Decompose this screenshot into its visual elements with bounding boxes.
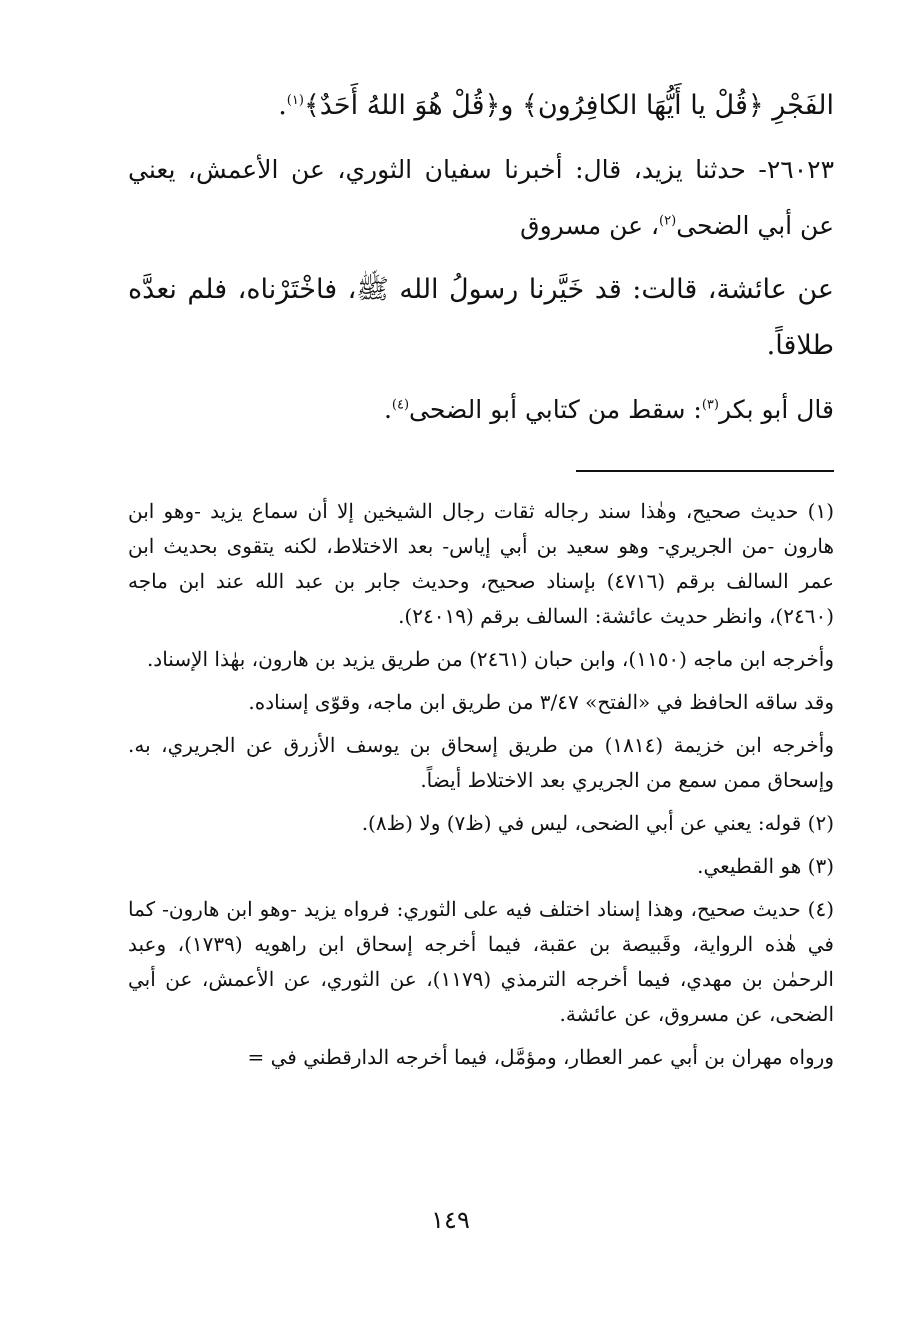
footnote-1-ibn-khuzaymah: وأخرجه ابن خزيمة (١٨١٤) من طريق إسحاق بن يوسف الأزرق عن الجريري، به. وإسحاق ممن سمع من الجريري بعد الاختلاط أيضاً. [128, 733, 834, 792]
hadith-matn: عن عائشة، قالت: قد خَيَّرنا رسولُ الله ﷺ، فاخْتَرْناه، فلم نعدَّه طلاقاً. [128, 274, 834, 361]
footnote-ref-3: (٣) [701, 397, 719, 413]
comment-end: . [383, 395, 392, 424]
page-number: ١٤٩ [431, 1206, 470, 1234]
footnote-2: (٢) قوله: يعني عن أبي الضحى، ليس في (ظ٧) ولا (ظ٨). [361, 811, 834, 835]
isnad-tail: ، عن مسروق [520, 211, 660, 240]
main-text [128, 78, 834, 438]
footnote-ref-2: (٢) [659, 213, 677, 229]
footnote-4: (٤) حديث صحيح، وهذا إسناد اختلف فيه على الثوري: فرواه يزيد -وهو ابن هارون- كما في هٰذه الرواية، وقَبيصة بن عقبة، فيما أخرجه إسحاق ابن راهويه (١٧٣٩)، وعبد الرحمٰن بن مهدي، فيما أخرجه الترمذي (١١٧٩)، عن الثوري، عن الأعمش، عن أبي الضحى، عن مسروق، عن عائشة. [128, 897, 835, 1026]
footnote-1-ibn-majah: وأخرجه ابن ماجه (١١٥٠)، وابن حبان (٢٤٦١) من طريق يزيد بن هارون، بهٰذا الإسناد. [146, 647, 834, 671]
page-body [128, 78, 834, 1083]
footnote-separator [576, 470, 834, 472]
hadith-isnad [128, 142, 834, 254]
hadith-number: ٢٦٠٢٣- [758, 155, 834, 184]
isnad-text: حدثنا يزيد، قال: أخبرنا سفيان الثوري، عن الأعمش، يعني عن أبي الضحى [128, 155, 834, 240]
footnote-ref-4: (٤) [391, 397, 410, 413]
footnotes [128, 494, 834, 1075]
footnote-3: (٣) هو القطيعي. [697, 854, 834, 878]
comment-start: قال أبو بكر [718, 395, 834, 424]
footnote-1: (١) حديث صحيح، وهٰذا سند رجاله ثقات رجال الشيخين إلا أن سماع يزيد -وهو ابن هارون -من الجريري- وهو سعيد بن أبي إياس- بعد الاختلاط، لكنه يتقوى بحديث ابن عمر السالف برقم (٤٧١٦) بإسناد صحيح، وحديث جابر بن عبد الله عند ابن ماجه (٢٤٦٠)، وانظر حديث عائشة: السالف برقم (٢٤٠١٩). [128, 499, 834, 628]
footnote-1-fath: وقد ساقه الحافظ في «الفتح» ٣/٤٧ من طريق ابن ماجه، وقوّى إسناده. [248, 690, 834, 714]
footnote-4-continued: ورواه مهران بن أبي عمر العطار، ومؤمَّل، فيما أخرجه الدارقطني في = [247, 1045, 834, 1069]
comment-body: : سقط من كتابي أبو الضحى [409, 395, 702, 424]
author-comment [128, 382, 834, 438]
footnote-ref-1: (١) [286, 93, 304, 108]
verse-line: الفَجْرِ ﴿قُلْ يا أَيُّهَا الكافِرُون﴾ و﴿قُلْ هُوَ اللهُ أَحَدٌ﴾$^{(١)}$. [278, 90, 834, 121]
verse-text: الفَجْرِ ﴿قُلْ يا أَيُّهَا الكافِرُون﴾ و﴿قُلْ هُوَ اللهُ أَحَدٌ﴾ [303, 90, 834, 121]
